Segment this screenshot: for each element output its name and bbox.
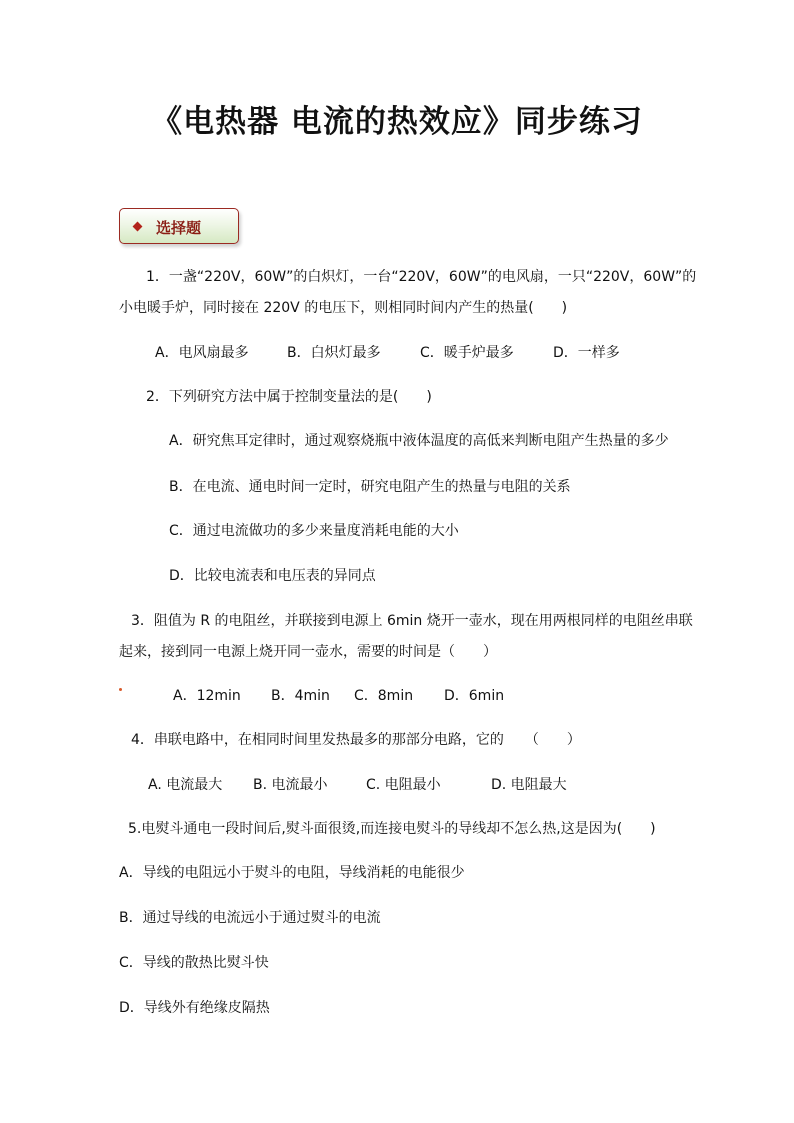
question-4-option-c: C. 电阻最小 [366,777,441,793]
question-1-option-c: C．暖手炉最多 [420,345,514,361]
section-tab-choice [119,208,239,244]
question-1-option-b: B．白炽灯最多 [287,345,381,361]
page-title: 《电热器 电流的热效应》同步练习 [151,104,643,140]
question-4-option-a: A. 电流最大 [148,777,223,793]
question-4-option-b: B. 电流最小 [253,777,328,793]
question-5-option-b: B．通过导线的电流远小于通过熨斗的电流 [119,910,381,926]
question-3-option-b: B．4min [271,688,330,704]
question-2-option-d: D．比较电流表和电压表的异同点 [169,568,376,584]
question-5-option-c: C．导线的散热比熨斗快 [119,955,269,971]
section-label: 选择题 [156,219,202,237]
question-3-option-d: D．6min [444,688,505,704]
question-1-text: 小电暖手炉，同时接在 220V 的电压下，则相同时间内产生的热量( ) [119,300,568,316]
question-1-option-a: A．电风扇最多 [155,345,249,361]
question-4-text: 4．串联电路中，在相同时间里发热最多的那部分电路，它的 （ ） [131,732,581,748]
question-3-option-a: A．12min [173,688,241,704]
question-2-option-c: C．通过电流做功的多少来量度消耗电能的大小 [169,523,459,539]
question-5-option-d: D．导线外有绝缘皮隔热 [119,1000,270,1016]
question-3-text: 起来，接到同一电源上烧开同一壶水，需要的时间是（ ） [119,644,497,660]
question-1-option-d: D．一样多 [553,345,620,361]
question-2-text: 2．下列研究方法中属于控制变量法的是( ) [146,389,432,405]
diamond-icon [133,222,143,232]
question-2-option-b: B．在电流、通电时间一定时，研究电阻产生的热量与电阻的关系 [169,479,571,495]
question-5-text: 5.电熨斗通电一段时间后,熨斗面很烫,而连接电熨斗的导线却不怎么热,这是因为( ) [128,821,656,837]
question-3-text: 3．阻值为 R 的电阻丝，并联接到电源上 6min 烧开一壶水，现在用两根同样的电阻丝串联 [131,613,693,629]
question-1-text: 1．一盏“220V，60W”的白炽灯，一台“220V，60W”的电风扇，一只“220V，60W”的 [146,269,697,285]
question-4-option-d: D. 电阻最大 [491,777,567,793]
stray-mark [119,688,122,691]
question-2-option-a: A．研究焦耳定律时，通过观察烧瓶中液体温度的高低来判断电阻产生热量的多少 [169,433,669,449]
question-5-option-a: A．导线的电阻远小于熨斗的电阻，导线消耗的电能很少 [119,865,465,881]
question-3-option-c: C．8min [354,688,414,704]
